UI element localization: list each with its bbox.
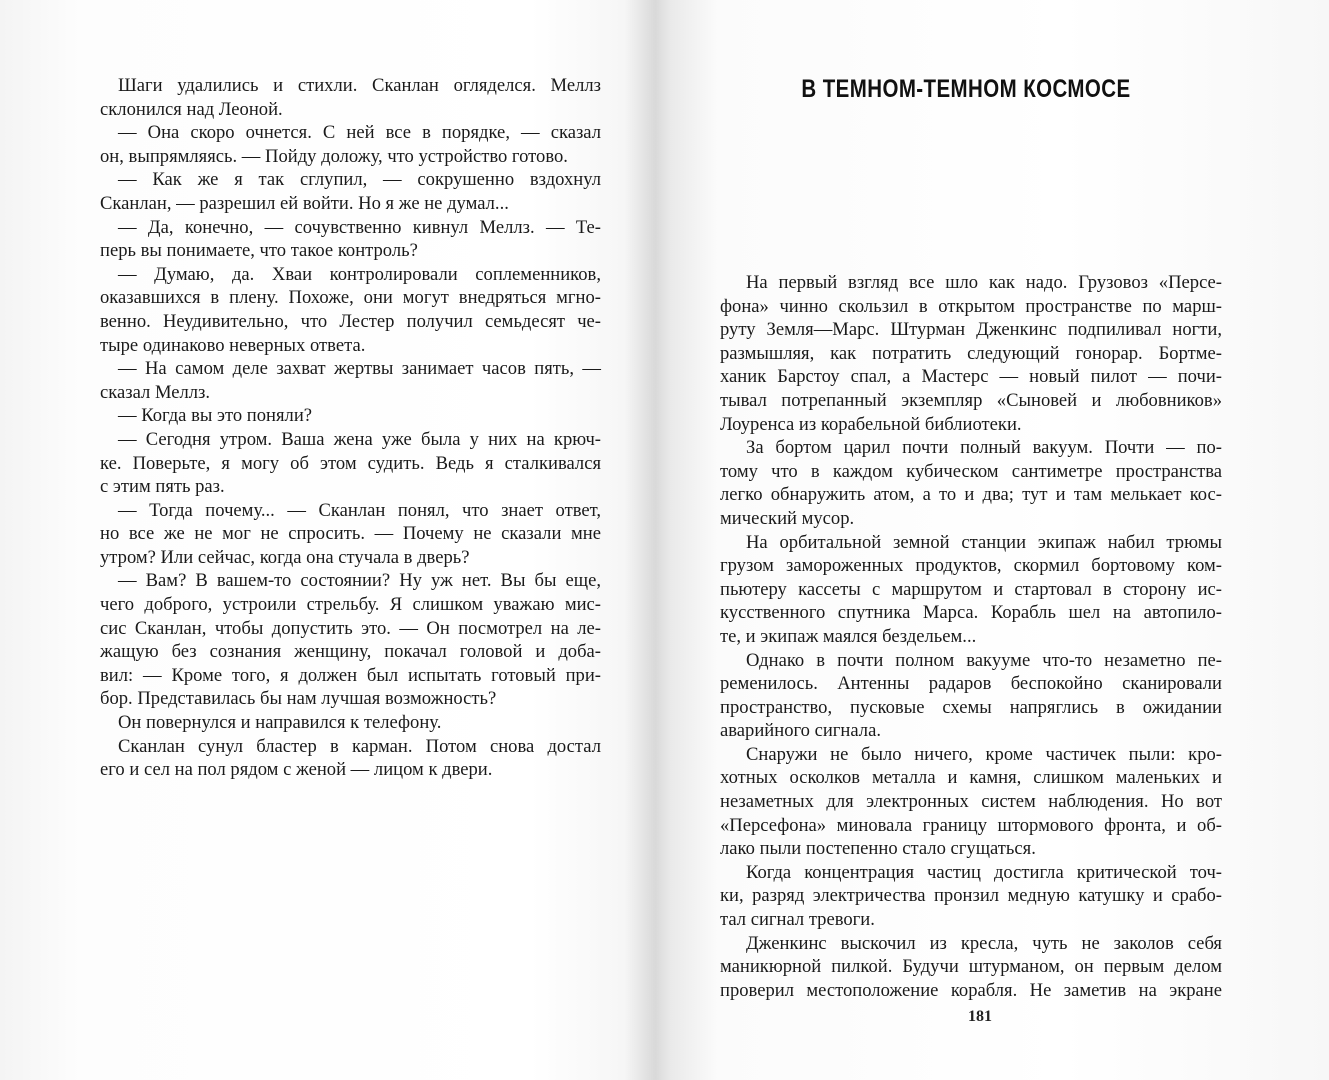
- paragraph: [720, 743, 1222, 861]
- text-line: На первый взгляд все шло как надо. Грузовоз «Персе-: [746, 272, 1222, 293]
- text-line: «Персефона» миновала границу штормового фронта, и об-: [720, 814, 1222, 836]
- paragraph: [100, 428, 601, 499]
- left-page-body: [100, 74, 601, 782]
- paragraph: [100, 735, 601, 782]
- text-line: венно. Неудивительно, что Лестер получил семьдесят че-: [100, 310, 601, 332]
- text-line: мический мусор.: [720, 507, 855, 529]
- text-line: — Когда вы это поняли?: [118, 405, 313, 427]
- text-line: те, и экипаж маялся бездельем...: [720, 625, 977, 647]
- text-line: тывал потрепанный экземпляр «Сыновей и любовников»: [720, 389, 1222, 411]
- text-line: но все же не мог не спросить. — Почему не сказали мне: [100, 523, 601, 545]
- text-line: — Да, конечно, — сочувственно кивнул Меллз. — Те-: [118, 216, 601, 238]
- text-line: хотных осколков металла и камня, слишком маленьких и: [720, 767, 1222, 789]
- text-line: лако пыли постепенно стало сгущаться.: [720, 838, 1036, 860]
- chapter-title: В ТЕМНОМ-ТЕМНОМ КОСМОСЕ: [801, 75, 1131, 103]
- text-line: кусственного спутника Марса. Корабль шел на автопило-: [720, 602, 1222, 624]
- paragraph: [720, 861, 1222, 932]
- text-line: ханик Барстоу спал, а Мастерс — новый пилот — почи-: [720, 366, 1222, 388]
- paragraph: [720, 271, 1222, 436]
- text-line: тал сигнал тревоги.: [720, 909, 875, 931]
- text-line: сказал Меллз.: [100, 381, 211, 403]
- paragraph: [100, 499, 601, 570]
- text-line: маникюрной пилкой. Будучи штурманом, он первым делом: [720, 956, 1222, 978]
- text-line: Однако в почти полном вакууме что-то незаметно пе-: [746, 649, 1222, 671]
- paragraph: [720, 932, 1222, 1003]
- text-line: — Сегодня утром. Ваша жена уже была у них на крюч-: [118, 428, 601, 450]
- paragraph: [100, 357, 601, 404]
- text-line: — Тогда почему... — Сканлан понял, что знает ответ,: [118, 499, 601, 521]
- paragraph: [720, 531, 1222, 649]
- paragraph: [100, 404, 601, 428]
- text-line: оказавшихся в плену. Похоже, они могут внедряться мгно-: [100, 287, 601, 309]
- text-line: проверил местоположение корабля. Не заметив на экране: [720, 979, 1222, 1001]
- text-line: он, выпрямляясь. — Пойду доложу, что устройство готово.: [100, 145, 568, 167]
- text-line: ке. Поверьте, я могу об этом судить. Ведь я сталкивался: [100, 452, 601, 474]
- text-line: Дженкинс выскочил из кресла, чуть не заколов себя: [746, 932, 1222, 954]
- page-number: 181: [968, 1008, 992, 1025]
- text-line: Снаружи не было ничего, кроме частичек пыли: кро-: [746, 743, 1222, 765]
- text-line: ременилось. Антенны радаров беспокойно сканировали: [720, 673, 1222, 695]
- paragraph: [100, 711, 601, 735]
- text-line: ки, разряд электричества пронзил медную катушку и срабо-: [720, 885, 1222, 907]
- text-line: Он повернулся и направился к телефону.: [118, 712, 442, 734]
- text-line: тому что в каждом кубическом сантиметре пространства: [720, 460, 1222, 482]
- text-line: Лоуренса из корабельной библиотеки.: [720, 413, 1022, 435]
- text-line: бор. Представилась бы нам лучшая возможность?: [100, 688, 497, 710]
- text-line: На орбитальной земной станции экипаж набил трюмы: [746, 531, 1222, 553]
- text-line: аварийного сигнала.: [720, 720, 881, 742]
- text-line: Когда концентрация частиц достигла критической точ-: [746, 861, 1222, 883]
- paragraph: [100, 569, 601, 711]
- text-line: пьютеру кассеты с маршрутом и стартовал в сторону ис-: [720, 578, 1222, 600]
- text-line: утром? Или сейчас, когда она стучала в дверь?: [100, 546, 470, 568]
- right-page-body: [720, 271, 1222, 1002]
- text-line: перь вы понимаете, что такое контроль?: [100, 240, 418, 262]
- text-line: чего доброго, устроили стрельбу. Я слишком уважаю мис-: [100, 594, 601, 616]
- text-line: сис Сканлан, чтобы допустить это. — Он посмотрел на ле-: [100, 617, 601, 639]
- text-line: фона» чинно скользил в открытом пространстве по марш-: [720, 295, 1222, 317]
- left-page: [100, 74, 601, 782]
- text-line: с этим пять раз.: [100, 476, 225, 498]
- text-line: жащую без сознания женщину, покачал головой и доба-: [100, 641, 601, 663]
- text-line: пространство, пусковые схемы напряглись в ожидании: [720, 696, 1222, 718]
- text-line: — Думаю, да. Хваи контролировали соплеменников,: [118, 263, 601, 285]
- text-line: размышляя, как потратить следующий гонорар. Бортме-: [720, 342, 1222, 364]
- text-line: За бортом царил почти полный вакуум. Почти — по-: [746, 437, 1222, 459]
- paragraph: [100, 216, 601, 263]
- text-line: тыре одинаково неверных ответа.: [100, 334, 366, 356]
- paragraph: [720, 649, 1222, 743]
- text-line: незаметных для электронных систем наблюдения. Но вот: [720, 791, 1222, 813]
- text-line: легко обнаружить атом, а то и два; тут и там мелькает кос-: [720, 484, 1222, 506]
- text-line: — Вам? В вашем-то состоянии? Ну уж нет. Вы бы еще,: [118, 570, 601, 592]
- text-line: — Как же я так сглупил, — сокрушенно вздохнул: [118, 169, 601, 191]
- text-line: грузом замороженных продуктов, скормил бортовому ком-: [720, 555, 1222, 577]
- text-line: Сканлан, — разрешил ей войти. Но я же не думал...: [100, 192, 509, 214]
- text-line: Сканлан сунул бластер в карман. Потом снова достал: [118, 735, 601, 757]
- text-line: его и сел на пол рядом с женой — лицом к двери.: [100, 759, 493, 781]
- paragraph: [100, 168, 601, 215]
- text-line: Шаги удалились и стихли. Сканлан огляделся. Меллз: [118, 75, 601, 96]
- right-page: [720, 74, 1222, 1002]
- text-line: — На самом деле захват жертвы занимает часов пять, —: [118, 358, 601, 380]
- paragraph: [100, 121, 601, 168]
- paragraph: [720, 436, 1222, 530]
- paragraph: [100, 74, 601, 121]
- text-line: руту Земля—Марс. Штурман Дженкинс подпиливал ногти,: [720, 319, 1222, 341]
- paragraph: [100, 263, 601, 357]
- text-line: вил: — Кроме того, я должен был испытать готовый при-: [100, 664, 601, 686]
- text-line: — Она скоро очнется. С ней все в порядке, — сказал: [118, 122, 601, 144]
- text-line: склонился над Леоной.: [100, 98, 283, 120]
